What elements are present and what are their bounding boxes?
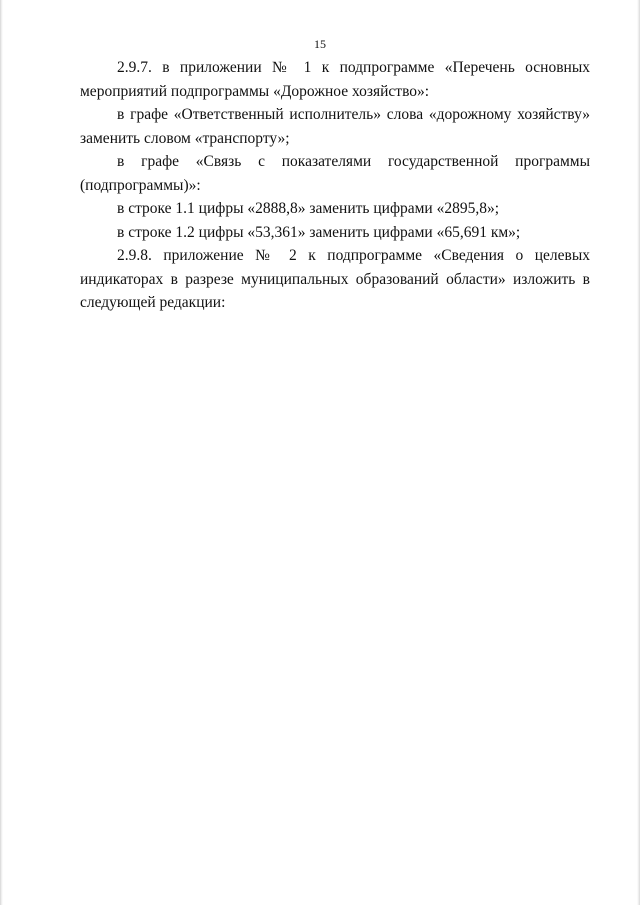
- paragraph-row-1-1: в строке 1.1 цифры «2888,8» заменить цифрами «2895,8»;: [117, 200, 500, 217]
- paragraph-2-9-7: 2.9.7. в приложении № 1 к подпрограмме «Перечень основных мероприятий подпрограммы «Дорожное хозяйство»:: [80, 59, 590, 100]
- page-number: 15: [314, 37, 326, 51]
- paragraph-responsible-executor: в графе «Ответственный исполнитель» слова «дорожному хозяйству» заменить словом «транспорту»;: [80, 106, 590, 147]
- paragraph-row-1-2: в строке 1.2 цифры «53,361» заменить цифрами «65,691 км»;: [117, 223, 521, 241]
- paragraph-2-9-8: 2.9.8. приложение № 2 к подпрограмме «Сведения о целевых индикаторах в разрезе муниципальных образований области» изложить в следующей редакции:: [80, 247, 590, 311]
- document-body: [80, 56, 590, 315]
- paragraph-indicators-link: в графе «Связь с показателями государственной программы (подпрограммы)»:: [80, 153, 590, 194]
- scan-edge-left: [0, 0, 3, 905]
